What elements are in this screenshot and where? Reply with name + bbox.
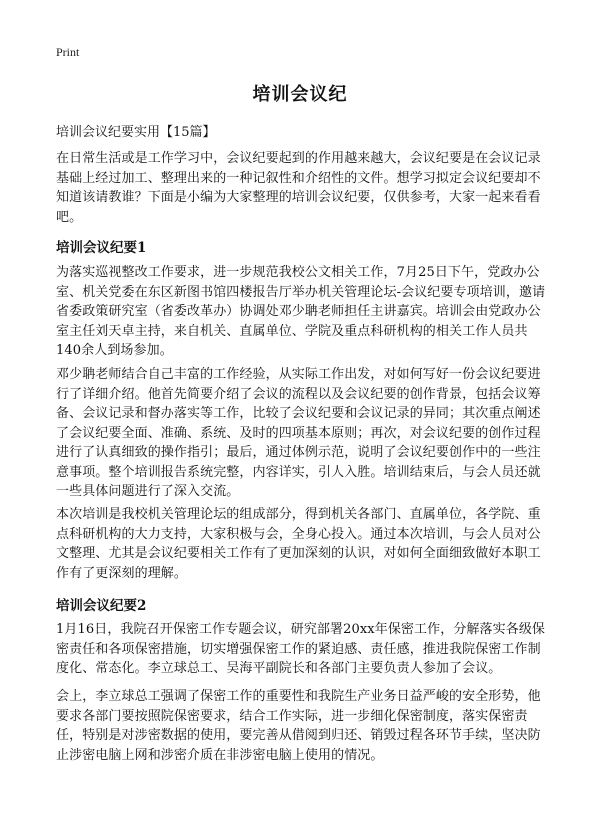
section-1-heading: 培训会议纪要1 xyxy=(56,240,147,256)
intro-paragraph: 在日常生活或是工作学习中，会议纪要起到的作用越来越大，会议纪要是在会议记录基础上经过加工、整理出来的一种记叙性和介绍性的文件。想学习拟定会议纪要却不知道该请教谁？下面是小编为大家整理的培训会议纪要，仅供参考，大家一起来看看吧。 xyxy=(56,151,541,225)
section-1-paragraph-3: 本次培训是我校机关管理论坛的组成部分，得到机关各部门、直属单位，各学院、重点科研机构的大力支持，大家积极与会，全身心投入。通过本次培训，与会人员对公文整理、尤其是会议纪要相关工作有了更加深刻的认识，对如何全面细致做好本职工作有了更深刻的理解。 xyxy=(56,507,541,581)
section-1-paragraph-1: 为落实巡视整改工作要求，进一步规范我校公文相关工作，7月25日下午，党政办公室、机关党委在东区新图书馆四楼报告厅举办机关管理论坛-会议纪要专项培训，邀请省委政策研究室（省委改革办）协调处邓少聃老师担任主讲嘉宾。培训会由党政办公室主任刘天卓主持，来自机关、直属单位、学院及重点科研机构的相关工作人员共140余人到场参加。 xyxy=(56,265,546,358)
section-2-paragraph-1: 1月16日，我院召开保密工作专题会议，研究部署20xx年保密工作，分解落实各级保密责任和各项保密措施，切实增强保密工作的紧迫感、责任感，推进我院保密工作制度化、常态化。李立球总工、吴海平副院长和各部门主要负责人参加了会议。 xyxy=(56,622,546,676)
section-2-heading: 培训会议纪要2 xyxy=(56,598,147,614)
print-link[interactable]: Print xyxy=(56,45,80,59)
section-1-paragraph-2: 邓少聃老师结合自己丰富的工作经验，从实际工作出发，对如何写好一份会议纪要进行了详细介绍。他首先简要介绍了会议的流程以及会议纪要的创作背景，包括会议筹备、会议记录和督办落实等工作，比较了会议纪要和会议记录的异同；其次重点阐述了会议纪要全面、准确、系统、及时的四项基本原则；再次，对会议纪要的创作过程进行了认真细致的操作指引；最后，通过体例示范，说明了会议纪要创作中的一些注意事项。整个培训报告系统完整，内容详实，引人入胜。培训结束后，与会人员还就一些具体问题进行了深入交流。 xyxy=(56,367,541,499)
document-title: 培训会议纪 xyxy=(252,84,348,105)
section-2-paragraph-2: 会上，李立球总工强调了保密工作的重要性和我院生产业务日益严峻的安全形势，他要求各部门要按照院保密要求，结合工作实际，进一步细化保密制度，落实保密责任，特别是对涉密数据的使用，要完善从借阅到归还、销毁过程各环节手续，坚决防止涉密电脑上网和涉密介质在非涉密电脑上使用的情况。 xyxy=(56,689,541,763)
document-subtitle: 培训会议纪要实用【15篇】 xyxy=(56,125,216,140)
